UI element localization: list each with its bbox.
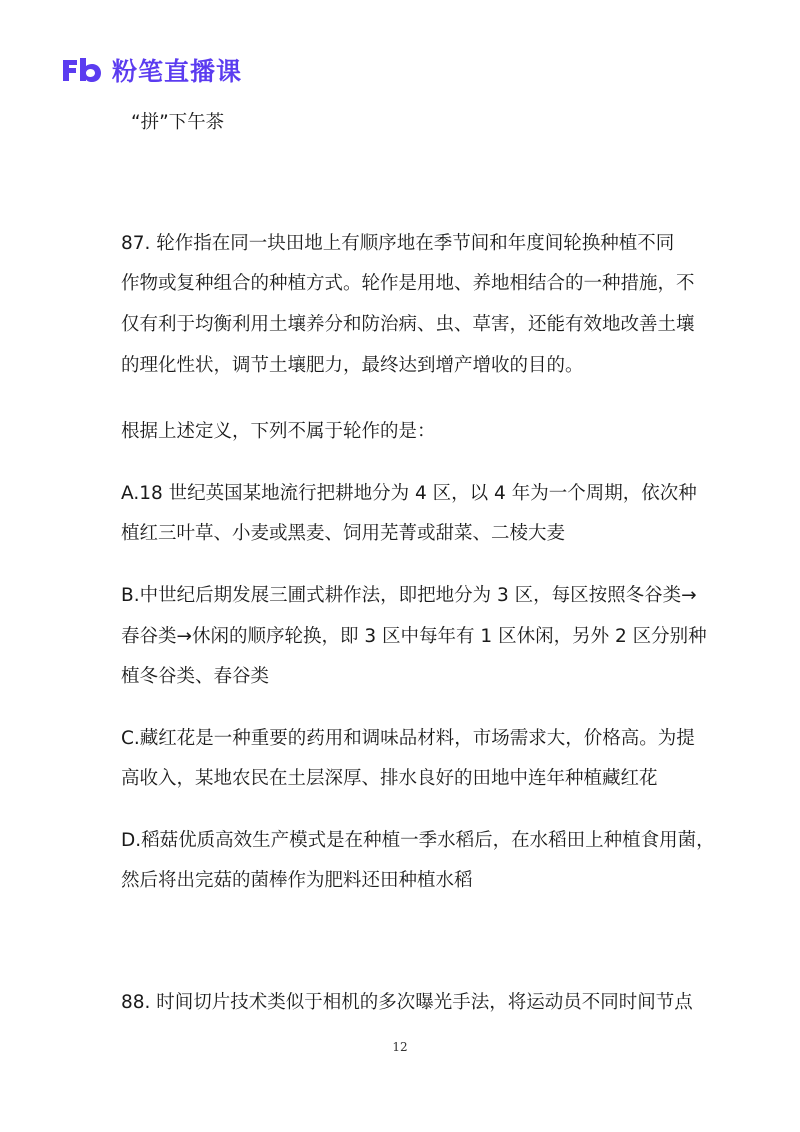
page-number: 12 (392, 1040, 408, 1054)
option-d-line-1: D.稻菇优质高效生产模式是在种植一季水稻后，在水稻田上种植食用菌， (121, 830, 715, 851)
brand-logo (60, 52, 242, 88)
q88-stem-line-1: 88. 时间切片技术类似于相机的多次曝光手法，将运动员不同时间节点 (121, 992, 693, 1013)
q87-stem-line-3: 仅有利于均衡利用土壤养分和防治病、虫、草害，还能有效地改善土壤 (121, 314, 695, 335)
option-a-line-1: A.18 世纪英国某地流行把耕地分为 4 区，以 4 年为一个周期，依次种 (121, 483, 697, 504)
option-b-line-1: B.中世纪后期发展三圃式耕作法，即把地分为 3 区，每区按照冬谷类→ (121, 585, 697, 606)
fenbi-logo-icon (60, 56, 104, 84)
q87-prompt: 根据上述定义，下列不属于轮作的是： (121, 421, 436, 442)
intro-title: “拼”下午茶 (131, 112, 225, 133)
option-b-line-2: 春谷类→休闲的顺序轮换，即 3 区中每年有 1 区休闲，另外 2 区分别种 (121, 626, 707, 647)
q87-stem-line-2: 作物或复种组合的种植方式。轮作是用地、养地相结合的一种措施，不 (121, 273, 695, 294)
option-b-line-3: 植冬谷类、春谷类 (121, 666, 270, 687)
q87-stem-line-4: 的理化性状，调节土壤肥力，最终达到增产增收的目的。 (121, 355, 584, 376)
option-d-line-2: 然后将出完菇的菌棒作为肥料还田种植水稻 (121, 870, 473, 891)
option-a-line-2: 植红三叶草、小麦或黑麦、饲用芜菁或甜菜、二棱大麦 (121, 523, 566, 544)
q87-stem-line-1: 87. 轮作指在同一块田地上有顺序地在季节间和年度间轮换种植不同 (121, 233, 675, 254)
option-c-line-1: C.藏红花是一种重要的药用和调味品材料，市场需求大，价格高。为提 (121, 728, 695, 749)
option-c-line-2: 高收入，某地农民在土层深厚、排水良好的田地中连年种植藏红花 (121, 768, 658, 789)
brand-name: 粉笔直播课 (112, 57, 243, 86)
